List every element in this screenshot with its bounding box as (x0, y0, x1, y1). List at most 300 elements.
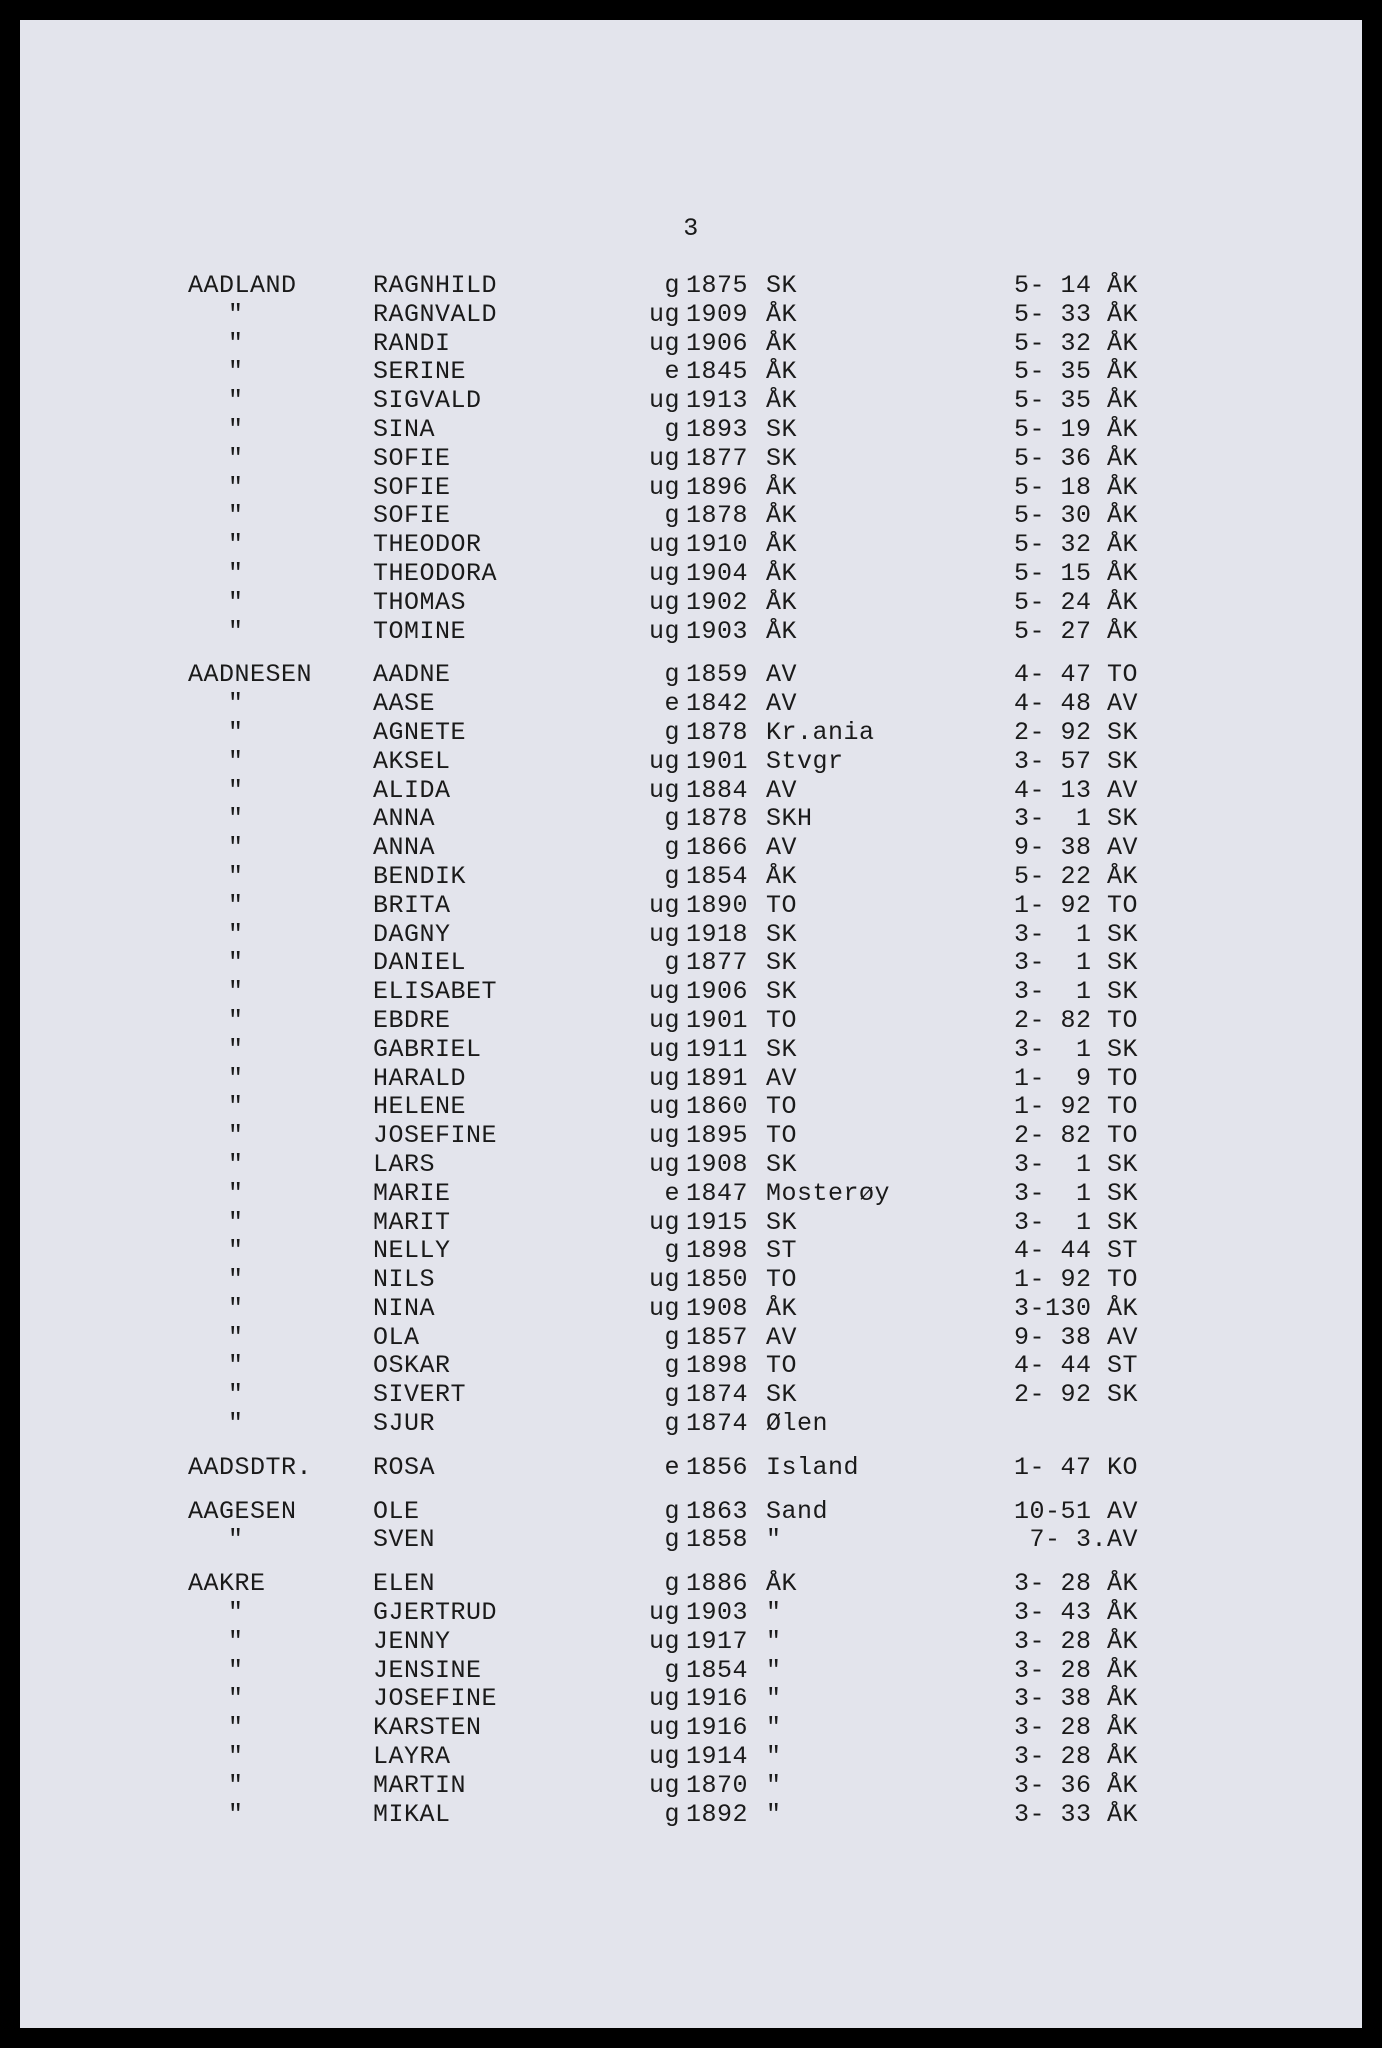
register-row (20, 661, 1362, 690)
marital-status-cell: ug (648, 1207, 680, 1237)
marital-status-cell: g (664, 271, 680, 300)
first-name-cell: OSKAR (373, 1351, 451, 1381)
birth-year-cell: 1847 (686, 1178, 749, 1208)
register-row (20, 834, 1362, 863)
first-name-cell: JOSEFINE (373, 1121, 498, 1151)
birth-year-cell: 1914 (686, 1742, 749, 1772)
first-name-cell: OLE (373, 1496, 420, 1526)
first-name-cell: NINA (373, 1293, 436, 1323)
ditto-mark: " (228, 530, 244, 560)
birthplace-cell: ÅK (766, 530, 798, 560)
birthplace-cell: SK (766, 948, 798, 978)
first-name-cell: SIGVALD (373, 386, 482, 416)
marital-status-cell: ug (648, 1092, 680, 1122)
birth-year-cell: 1877 (686, 948, 749, 978)
marital-status-cell: ug (648, 1121, 680, 1151)
reference-code-cell: 1- 47 KO (1013, 1452, 1138, 1482)
birthplace-cell: AV (766, 833, 798, 863)
first-name-cell: KARSTEN (373, 1713, 482, 1743)
first-name-cell: BENDIK (373, 861, 467, 891)
ditto-mark: " (228, 1770, 244, 1800)
reference-code-cell: 1- 92 TO (1013, 1092, 1138, 1122)
marital-status-cell: e (664, 357, 680, 387)
marital-status-cell: g (664, 1351, 680, 1381)
surname-cell: AAGESEN (188, 1496, 297, 1526)
first-name-cell: JOSEFINE (373, 1684, 498, 1714)
birth-year-cell: 1878 (686, 717, 749, 747)
register-row (20, 474, 1362, 503)
marital-status-cell: e (664, 1178, 680, 1208)
birthplace-cell: ÅK (766, 386, 798, 416)
register-row (20, 1498, 1362, 1527)
first-name-cell: NELLY (373, 1236, 451, 1266)
ditto-mark: " (228, 1626, 244, 1656)
birthplace-cell: Island (766, 1452, 860, 1482)
register-row (20, 1410, 1362, 1439)
birthplace-cell: SK (766, 977, 798, 1007)
birthplace-cell: " (766, 1713, 782, 1743)
reference-code-cell: 9- 38 AV (1013, 1322, 1138, 1352)
birthplace-cell: TO (766, 1092, 798, 1122)
surname-cell: AAKRE (188, 1569, 266, 1599)
first-name-cell: EBDRE (373, 1005, 451, 1035)
birthplace-cell: " (766, 1742, 782, 1772)
register-row (20, 1772, 1362, 1801)
marital-status-cell: ug (648, 1770, 680, 1800)
register-row (20, 387, 1362, 416)
first-name-cell: MIKAL (373, 1799, 451, 1829)
register-row (20, 1801, 1362, 1830)
first-name-cell: SJUR (373, 1409, 436, 1439)
register-row (20, 358, 1362, 387)
birth-year-cell: 1918 (686, 919, 749, 949)
marital-status-cell: ug (648, 1005, 680, 1035)
reference-code-cell: 5- 18 ÅK (1013, 472, 1138, 502)
birth-year-cell: 1875 (686, 271, 749, 300)
reference-code-cell: 3- 1 SK (1013, 804, 1138, 834)
register-row (20, 1570, 1362, 1599)
ditto-mark: " (228, 587, 244, 617)
surname-cell: AADLAND (188, 271, 297, 300)
ditto-mark: " (228, 1322, 244, 1352)
reference-code-cell: 3- 1 SK (1013, 977, 1138, 1007)
birthplace-cell: ÅK (766, 861, 798, 891)
birth-year-cell: 1895 (686, 1121, 749, 1151)
ditto-mark: " (228, 357, 244, 387)
marital-status-cell: g (664, 660, 680, 690)
marital-status-cell: g (664, 1236, 680, 1266)
marital-status-cell: ug (648, 328, 680, 358)
birth-year-cell: 1858 (686, 1525, 749, 1555)
register-row (20, 978, 1362, 1007)
first-name-cell: LARS (373, 1149, 436, 1179)
reference-code-cell: 5- 32 ÅK (1013, 328, 1138, 358)
birth-year-cell: 1886 (686, 1569, 749, 1599)
birthplace-cell: Mosterøy (766, 1178, 891, 1208)
marital-status-cell: g (664, 1496, 680, 1526)
birth-year-cell: 1890 (686, 890, 749, 920)
birth-year-cell: 1908 (686, 1293, 749, 1323)
marital-status-cell: ug (648, 977, 680, 1007)
register-row (20, 502, 1362, 531)
ditto-mark: " (228, 616, 244, 646)
marital-status-cell: ug (648, 530, 680, 560)
register-row (20, 690, 1362, 719)
birth-year-cell: 1906 (686, 977, 749, 1007)
reference-code-cell: 1- 9 TO (1013, 1063, 1138, 1093)
marital-status-cell: g (664, 1569, 680, 1599)
birthplace-cell: " (766, 1626, 782, 1656)
register-row (20, 272, 1362, 301)
reference-code-cell: 3- 43 ÅK (1013, 1598, 1138, 1628)
birth-year-cell: 1898 (686, 1236, 749, 1266)
first-name-cell: RAGNHILD (373, 271, 498, 300)
birth-year-cell: 1859 (686, 660, 749, 690)
ditto-mark: " (228, 977, 244, 1007)
ditto-mark: " (228, 1525, 244, 1555)
reference-code-cell: 3- 36 ÅK (1013, 1770, 1138, 1800)
birthplace-cell: " (766, 1684, 782, 1714)
birth-year-cell: 1916 (686, 1684, 749, 1714)
register-row (20, 301, 1362, 330)
marital-status-cell: ug (648, 299, 680, 329)
first-name-cell: RAGNVALD (373, 299, 498, 329)
birthplace-cell: SK (766, 1034, 798, 1064)
register-row (20, 1122, 1362, 1151)
birth-year-cell: 1896 (686, 472, 749, 502)
birthplace-cell: SK (766, 919, 798, 949)
ditto-mark: " (228, 1351, 244, 1381)
birthplace-cell: " (766, 1655, 782, 1685)
register-row (20, 719, 1362, 748)
reference-code-cell: 3- 1 SK (1013, 1149, 1138, 1179)
ditto-mark: " (228, 833, 244, 863)
first-name-cell: MARIE (373, 1178, 451, 1208)
birthplace-cell: SK (766, 1380, 798, 1410)
birth-year-cell: 1884 (686, 775, 749, 805)
register-row (20, 416, 1362, 445)
ditto-mark: " (228, 919, 244, 949)
register-row (20, 589, 1362, 618)
reference-code-cell: 3- 33 ÅK (1013, 1799, 1138, 1829)
birth-year-cell: 1842 (686, 689, 749, 719)
marital-status-cell: g (664, 1525, 680, 1555)
birthplace-cell: " (766, 1799, 782, 1829)
reference-code-cell: 3- 28 ÅK (1013, 1569, 1138, 1599)
ditto-mark: " (228, 689, 244, 719)
register-row (20, 748, 1362, 777)
ditto-mark: " (228, 1063, 244, 1093)
ditto-mark: " (228, 717, 244, 747)
register-row (20, 330, 1362, 359)
birth-year-cell: 1877 (686, 443, 749, 473)
first-name-cell: GABRIEL (373, 1034, 482, 1064)
ditto-mark: " (228, 861, 244, 891)
birth-year-cell: 1916 (686, 1713, 749, 1743)
first-name-cell: SIVERT (373, 1380, 467, 1410)
marital-status-cell: ug (648, 1034, 680, 1064)
birthplace-cell: AV (766, 1322, 798, 1352)
reference-code-cell: 5- 36 ÅK (1013, 443, 1138, 473)
birth-year-cell: 1874 (686, 1409, 749, 1439)
marital-status-cell: ug (648, 1063, 680, 1093)
register-row (20, 531, 1362, 560)
ditto-mark: " (228, 1799, 244, 1829)
marital-status-cell: ug (648, 746, 680, 776)
birth-year-cell: 1878 (686, 501, 749, 531)
birth-year-cell: 1850 (686, 1265, 749, 1295)
birthplace-cell: Kr.ania (766, 717, 875, 747)
birthplace-cell: AV (766, 689, 798, 719)
birthplace-cell: Ølen (766, 1409, 829, 1439)
marital-status-cell: g (664, 948, 680, 978)
marital-status-cell: ug (648, 616, 680, 646)
reference-code-cell: 5- 24 ÅK (1013, 587, 1138, 617)
birth-year-cell: 1863 (686, 1496, 749, 1526)
birthplace-cell: SKH (766, 804, 813, 834)
first-name-cell: JENNY (373, 1626, 451, 1656)
first-name-cell: DANIEL (373, 948, 467, 978)
register-list (20, 272, 1362, 1829)
reference-code-cell: 3- 1 SK (1013, 1034, 1138, 1064)
register-row (20, 1526, 1362, 1555)
register-row (20, 618, 1362, 647)
reference-code-cell: 10-51 AV (1013, 1496, 1138, 1526)
first-name-cell: SERINE (373, 357, 467, 387)
birth-year-cell: 1854 (686, 1655, 749, 1685)
birth-year-cell: 1906 (686, 328, 749, 358)
marital-status-cell: g (664, 717, 680, 747)
birthplace-cell: ÅK (766, 587, 798, 617)
ditto-mark: " (228, 328, 244, 358)
marital-status-cell: ug (648, 890, 680, 920)
register-row (20, 1036, 1362, 1065)
register-row (20, 1295, 1362, 1324)
ditto-mark: " (228, 299, 244, 329)
first-name-cell: AKSEL (373, 746, 451, 776)
birth-year-cell: 1904 (686, 558, 749, 588)
first-name-cell: ALIDA (373, 775, 451, 805)
birthplace-cell: ST (766, 1236, 798, 1266)
reference-code-cell: 3- 28 ÅK (1013, 1713, 1138, 1743)
birth-year-cell: 1901 (686, 746, 749, 776)
reference-code-cell: 5- 33 ÅK (1013, 299, 1138, 329)
birthplace-cell: " (766, 1598, 782, 1628)
reference-code-cell: 1- 92 TO (1013, 1265, 1138, 1295)
birth-year-cell: 1911 (686, 1034, 749, 1064)
birth-year-cell: 1891 (686, 1063, 749, 1093)
register-row (20, 863, 1362, 892)
birthplace-cell: TO (766, 1265, 798, 1295)
register-row (20, 1209, 1362, 1238)
marital-status-cell: g (664, 414, 680, 444)
birthplace-cell: TO (766, 890, 798, 920)
birthplace-cell: TO (766, 1121, 798, 1151)
birthplace-cell: ÅK (766, 299, 798, 329)
ditto-mark: " (228, 1655, 244, 1685)
birth-year-cell: 1874 (686, 1380, 749, 1410)
birthplace-cell: SK (766, 271, 798, 300)
birthplace-cell: SK (766, 1207, 798, 1237)
ditto-mark: " (228, 948, 244, 978)
register-row (20, 921, 1362, 950)
reference-code-cell: 3- 28 ÅK (1013, 1655, 1138, 1685)
first-name-cell: JENSINE (373, 1655, 482, 1685)
birthplace-cell: " (766, 1770, 782, 1800)
register-row (20, 1151, 1362, 1180)
first-name-cell: NILS (373, 1265, 436, 1295)
birth-year-cell: 1909 (686, 299, 749, 329)
register-row (20, 892, 1362, 921)
first-name-cell: RANDI (373, 328, 451, 358)
reference-code-cell: 2- 92 SK (1013, 1380, 1138, 1410)
ditto-mark: " (228, 558, 244, 588)
register-row (20, 805, 1362, 834)
birth-year-cell: 1845 (686, 357, 749, 387)
reference-code-cell: 3- 28 ÅK (1013, 1626, 1138, 1656)
marital-status-cell: ug (648, 1293, 680, 1323)
birthplace-cell: SK (766, 443, 798, 473)
register-row (20, 1743, 1362, 1772)
ditto-mark: " (228, 1742, 244, 1772)
birth-year-cell: 1878 (686, 804, 749, 834)
ditto-mark: " (228, 501, 244, 531)
reference-code-cell: 3- 28 ÅK (1013, 1742, 1138, 1772)
marital-status-cell: ug (648, 472, 680, 502)
reference-code-cell: 5- 19 ÅK (1013, 414, 1138, 444)
surname-cell: AADNESEN (188, 660, 313, 690)
birth-year-cell: 1917 (686, 1626, 749, 1656)
ditto-mark: " (228, 1178, 244, 1208)
register-row (20, 560, 1362, 589)
marital-status-cell: ug (648, 1149, 680, 1179)
first-name-cell: THEODOR (373, 530, 482, 560)
birth-year-cell: 1898 (686, 1351, 749, 1381)
birth-year-cell: 1903 (686, 1598, 749, 1628)
first-name-cell: MARTIN (373, 1770, 467, 1800)
marital-status-cell: ug (648, 919, 680, 949)
document-page (20, 20, 1362, 2028)
marital-status-cell: ug (648, 386, 680, 416)
birthplace-cell: ÅK (766, 328, 798, 358)
first-name-cell: AGNETE (373, 717, 467, 747)
marital-status-cell: g (664, 1655, 680, 1685)
reference-code-cell: 2- 82 TO (1013, 1005, 1138, 1035)
first-name-cell: DAGNY (373, 919, 451, 949)
first-name-cell: SVEN (373, 1525, 436, 1555)
birthplace-cell: ÅK (766, 1293, 798, 1323)
marital-status-cell: ug (648, 1265, 680, 1295)
register-row (20, 1352, 1362, 1381)
reference-code-cell: 3- 1 SK (1013, 948, 1138, 978)
birth-year-cell: 1910 (686, 530, 749, 560)
register-row (20, 1714, 1362, 1743)
first-name-cell: LAYRA (373, 1742, 451, 1772)
ditto-mark: " (228, 472, 244, 502)
reference-code-cell: 3- 57 SK (1013, 746, 1138, 776)
register-row (20, 1454, 1362, 1483)
marital-status-cell: g (664, 1799, 680, 1829)
first-name-cell: SOFIE (373, 472, 451, 502)
register-row (20, 1381, 1362, 1410)
birthplace-cell: ÅK (766, 616, 798, 646)
birth-year-cell: 1860 (686, 1092, 749, 1122)
birth-year-cell: 1870 (686, 1770, 749, 1800)
birth-year-cell: 1901 (686, 1005, 749, 1035)
ditto-mark: " (228, 775, 244, 805)
marital-status-cell: g (664, 804, 680, 834)
birthplace-cell: SK (766, 414, 798, 444)
first-name-cell: THEODORA (373, 558, 498, 588)
first-name-cell: HARALD (373, 1063, 467, 1093)
register-row (20, 1093, 1362, 1122)
first-name-cell: SINA (373, 414, 436, 444)
reference-code-cell: 4- 44 ST (1013, 1351, 1138, 1381)
first-name-cell: GJERTRUD (373, 1598, 498, 1628)
reference-code-cell: 3- 1 SK (1013, 1207, 1138, 1237)
marital-status-cell: ug (648, 443, 680, 473)
reference-code-cell: 5- 27 ÅK (1013, 616, 1138, 646)
reference-code-cell: 5- 30 ÅK (1013, 501, 1138, 531)
reference-code-cell: 2- 82 TO (1013, 1121, 1138, 1151)
birthplace-cell: ÅK (766, 558, 798, 588)
reference-code-cell: 4- 44 ST (1013, 1236, 1138, 1266)
ditto-mark: " (228, 890, 244, 920)
first-name-cell: BRITA (373, 890, 451, 920)
reference-code-cell: 4- 48 AV (1013, 689, 1138, 719)
reference-code-cell: 5- 35 ÅK (1013, 357, 1138, 387)
first-name-cell: ELEN (373, 1569, 436, 1599)
birth-year-cell: 1856 (686, 1452, 749, 1482)
ditto-mark: " (228, 804, 244, 834)
register-row (20, 949, 1362, 978)
ditto-mark: " (228, 1380, 244, 1410)
birth-year-cell: 1902 (686, 587, 749, 617)
reference-code-cell: 5- 22 ÅK (1013, 861, 1138, 891)
birth-year-cell: 1903 (686, 616, 749, 646)
reference-code-cell: 3-130 ÅK (1013, 1293, 1138, 1323)
ditto-mark: " (228, 1034, 244, 1064)
ditto-mark: " (228, 1092, 244, 1122)
birth-year-cell: 1915 (686, 1207, 749, 1237)
first-name-cell: ANNA (373, 804, 436, 834)
birthplace-cell: Stvgr (766, 746, 844, 776)
reference-code-cell: 3- 38 ÅK (1013, 1684, 1138, 1714)
ditto-mark: " (228, 443, 244, 473)
first-name-cell: THOMAS (373, 587, 467, 617)
first-name-cell: HELENE (373, 1092, 467, 1122)
marital-status-cell: ug (648, 1713, 680, 1743)
birth-year-cell: 1892 (686, 1799, 749, 1829)
reference-code-cell: 5- 15 ÅK (1013, 558, 1138, 588)
ditto-mark: " (228, 746, 244, 776)
birth-year-cell: 1893 (686, 414, 749, 444)
birthplace-cell: ÅK (766, 472, 798, 502)
register-row (20, 777, 1362, 806)
register-row (20, 1657, 1362, 1686)
reference-code-cell: 4- 13 AV (1013, 775, 1138, 805)
ditto-mark: " (228, 1598, 244, 1628)
register-row (20, 1065, 1362, 1094)
ditto-mark: " (228, 1236, 244, 1266)
register-row (20, 1180, 1362, 1209)
birthplace-cell: AV (766, 660, 798, 690)
first-name-cell: TOMINE (373, 616, 467, 646)
register-row (20, 1266, 1362, 1295)
first-name-cell: ROSA (373, 1452, 436, 1482)
birth-year-cell: 1854 (686, 861, 749, 891)
reference-code-cell: 9- 38 AV (1013, 833, 1138, 863)
